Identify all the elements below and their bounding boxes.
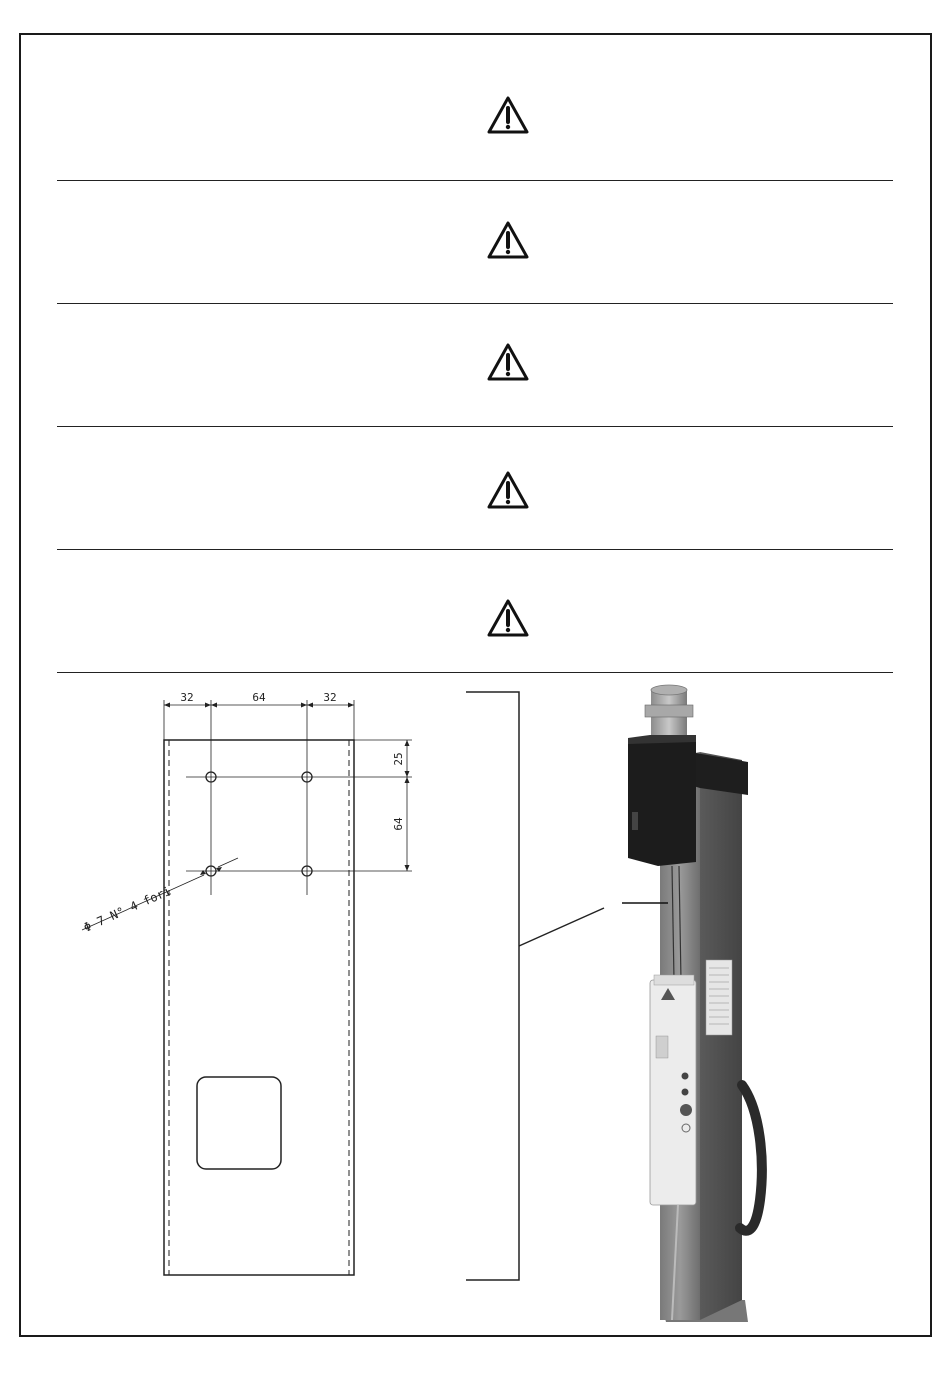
hole-note-label: Φ 7 N° 4 fori bbox=[81, 883, 174, 935]
dim-middle-label: 64 bbox=[252, 691, 266, 704]
dim-top-offset-label: 25 bbox=[392, 752, 405, 766]
technical-drawing bbox=[82, 692, 604, 1280]
dim-left-label: 32 bbox=[180, 691, 194, 704]
lift-column-photo bbox=[622, 685, 762, 1322]
dim-hole-spacing-label: 64 bbox=[392, 817, 405, 831]
dim-right-label: 32 bbox=[323, 691, 337, 704]
